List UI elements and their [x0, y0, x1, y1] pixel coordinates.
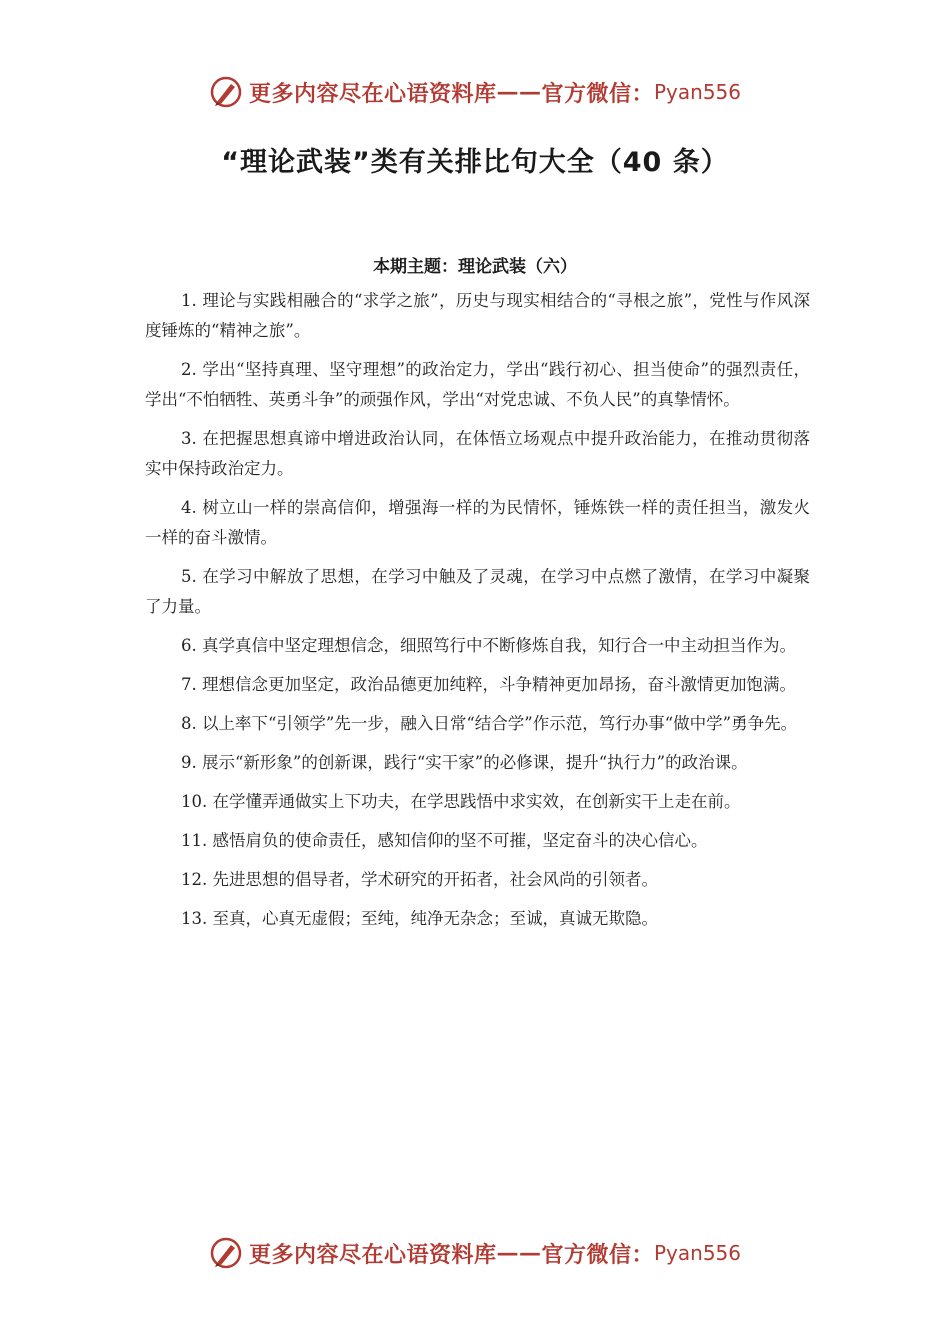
footer-dash: —— [496, 1240, 542, 1266]
list-item: 3. 在把握思想真谛中增进政治认同，在体悟立场观点中提升政治能力，在推动贯彻落实中保持政治定力。 [145, 429, 810, 478]
document-subtitle: 本期主题：理论武装（六） [373, 257, 577, 277]
list-item: 9. 展示“新形象”的创新课，践行“实干家”的必修课，提升“执行力”的政治课。 [181, 753, 748, 772]
header-contact-label: 官方微信： [541, 80, 654, 107]
header-brand-text: 更多内容尽在心语资料库 [248, 80, 497, 107]
list-item: 13. 至真，心真无虚假；至纯，纯净无杂念；至诚，真诚无欺隐。 [181, 909, 658, 928]
sentence-list [145, 286, 810, 943]
pen-logo-icon [209, 1236, 243, 1270]
header-banner [0, 72, 950, 112]
list-item: 12. 先进思想的倡导者，学术研究的开拓者，社会风尚的引领者。 [181, 870, 658, 889]
header-dash: —— [496, 79, 542, 105]
list-item: 4. 树立山一样的崇高信仰，增强海一样的为民情怀，锤炼铁一样的责任担当，激发火一样的奋斗激情。 [145, 498, 810, 547]
footer-contact-label: 官方微信： [541, 1241, 654, 1268]
list-item: 6. 真学真信中坚定理想信念，细照笃行中不断修炼自我，知行合一中主动担当作为。 [181, 636, 796, 655]
footer-brand-text: 更多内容尽在心语资料库 [248, 1241, 497, 1268]
list-item: 1. 理论与实践相融合的“求学之旅”，历史与现实相结合的“寻根之旅”，党性与作风深度锤炼的“精神之旅”。 [145, 291, 810, 340]
document-title: “理论武装”类有关排比句大全（40 条） [221, 147, 729, 178]
footer-banner [0, 1233, 950, 1273]
list-item: 7. 理想信念更加坚定，政治品德更加纯粹，斗争精神更加昂扬，奋斗激情更加饱满。 [181, 675, 796, 694]
footer-contact-id: Pyan556 [654, 1241, 742, 1265]
list-item: 11. 感悟肩负的使命责任，感知信仰的坚不可摧，坚定奋斗的决心信心。 [181, 831, 708, 850]
list-item: 5. 在学习中解放了思想，在学习中触及了灵魂，在学习中点燃了激情，在学习中凝聚了力量。 [145, 567, 810, 616]
header-contact-id: Pyan556 [654, 80, 742, 104]
list-item: 8. 以上率下“引领学”先一步，融入日常“结合学”作示范，笃行办事“做中学”勇争先。 [181, 714, 798, 733]
list-item: 10. 在学懂弄通做实上下功夫，在学思践悟中求实效，在创新实干上走在前。 [181, 792, 741, 811]
list-item: 2. 学出“坚持真理、坚守理想”的政治定力，学出“践行初心、担当使命”的强烈责任，学出“不怕牺牲、英勇斗争”的顽强作风，学出“对党忠诚、不负人民”的真挚情怀。 [145, 360, 810, 409]
pen-logo-icon [209, 75, 243, 109]
